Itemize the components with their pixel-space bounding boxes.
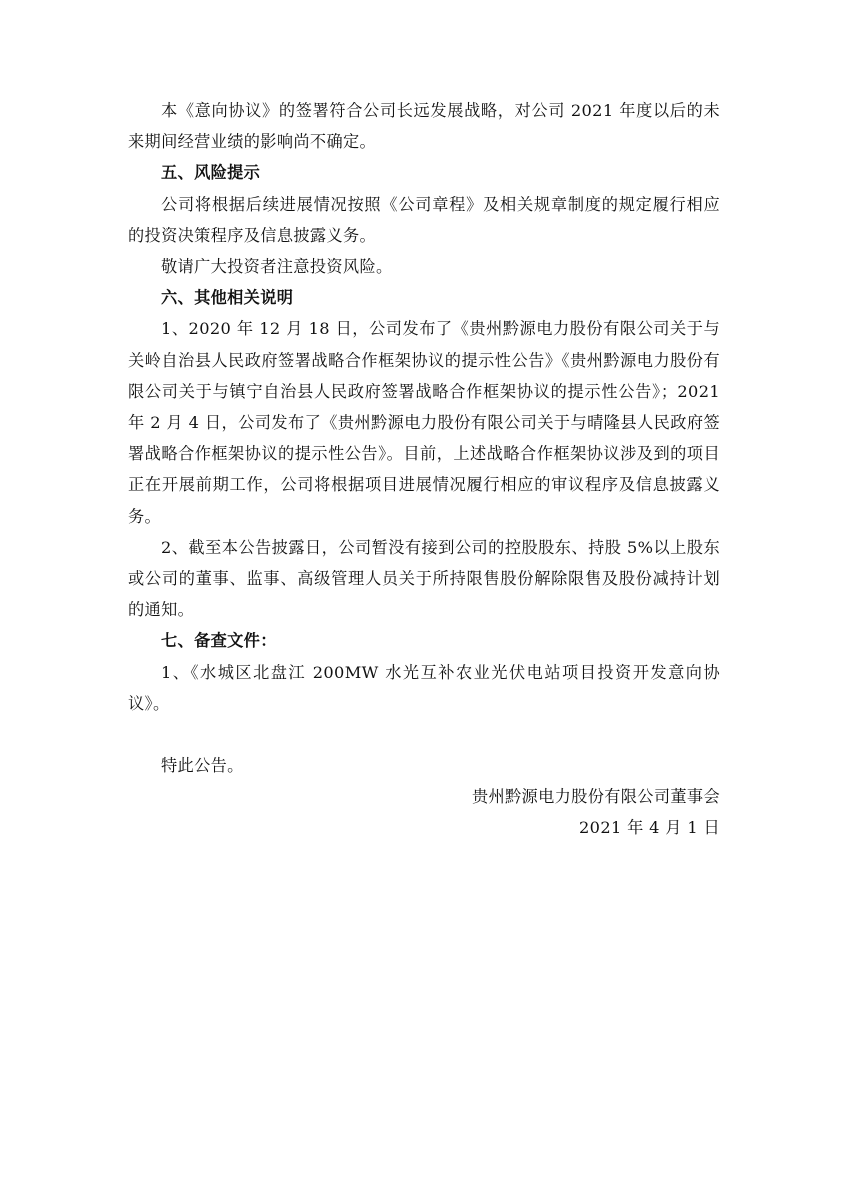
para-risk-procedure: 公司将根据后续进展情况按照《公司章程》及相关规章制度的规定履行相应的投资决策程序及信息披露义务。 xyxy=(128,194,720,245)
signature-board: 贵州黔源电力股份有限公司董事会 xyxy=(471,787,720,807)
para-note-2: 2、截至本公告披露日，公司暂没有接到公司的控股股东、持股 5%以上股东或公司的董事、监事、高级管理人员关于所持限售股份解除限售及股份减持计划的通知。 xyxy=(128,537,720,620)
heading-reference-docs: 七、备查文件： xyxy=(161,631,277,651)
para-long-term-impact: 本《意向协议》的签署符合公司长远发展战略，对公司 2021 年度以后的未来期间经营业绩的影响尚不确定。 xyxy=(128,101,720,152)
document-page xyxy=(128,95,720,844)
blank-line xyxy=(128,719,720,750)
para-note-1: 1、2020 年 12 月 18 日，公司发布了《贵州黔源电力股份有限公司关于与关岭自治县人民政府签署战略合作框架协议的提示性公告》《贵州黔源电力股份有限公司关于与镇宁自治县人民政府签署战略合作框架协议的提示性公告》；2021 年 2 月 4 日，公司发布了《贵州黔源电力股份有限公司关于与晴隆县人民政府签署战略合作框架协议的提示性公告》。目前，上述战略合作框架协议涉及到的项目正在开展前期工作，公司将根据项目进展情况履行相应的审议程序及信息披露义务。 xyxy=(128,319,720,526)
heading-risk-warning: 五、风险提示 xyxy=(161,163,261,183)
signature-date: 2021 年 4 月 1 日 xyxy=(579,818,720,838)
heading-other-notes: 六、其他相关说明 xyxy=(161,288,294,308)
para-announcement: 特此公告。 xyxy=(161,756,244,776)
para-reference-1: 1、《水城区北盘江 200MW 水光互补农业光伏电站项目投资开发意向协议》。 xyxy=(128,662,720,713)
para-investor-notice: 敬请广大投资者注意投资风险。 xyxy=(161,257,393,277)
